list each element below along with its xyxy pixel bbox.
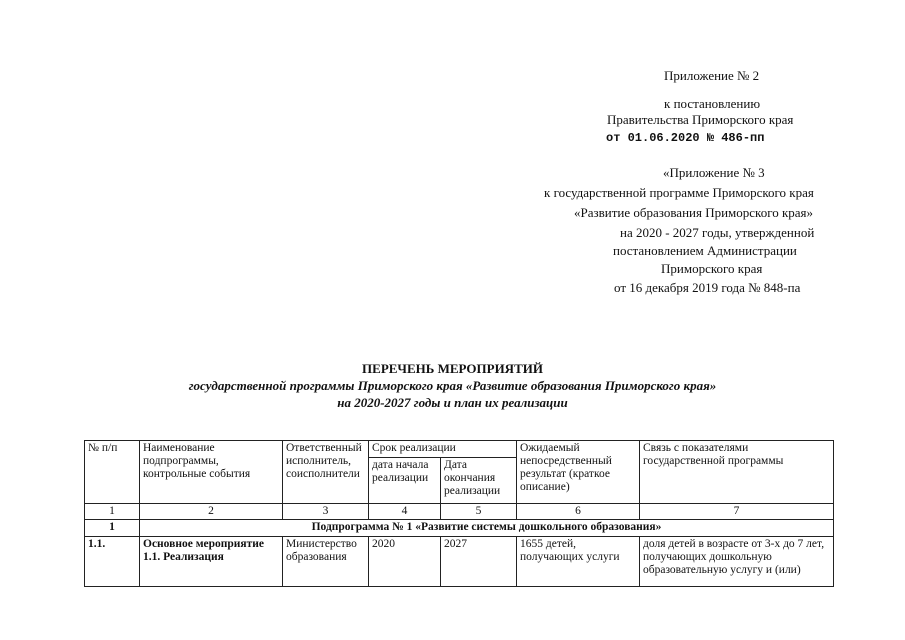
subprogram-num: 1 [85, 520, 140, 537]
column-number: 6 [517, 504, 640, 520]
column-number: 4 [369, 504, 441, 520]
measures-table [84, 440, 834, 587]
row-start: 2020 [369, 537, 441, 587]
subprogram-row [85, 520, 834, 537]
column-number: 2 [140, 504, 283, 520]
previous-appendix-program-name: «Развитие образования Приморского края» [574, 205, 814, 220]
header-num: № п/п [85, 441, 140, 504]
column-number: 1 [85, 504, 140, 520]
row-end: 2027 [441, 537, 517, 587]
previous-appendix-date: от 16 декабря 2019 года № 848-па [614, 280, 801, 295]
row-responsible: Министерство образования [283, 537, 369, 587]
row-num: 1.1. [85, 537, 140, 587]
document-subtitle: государственной программы Приморского края «Развитие образования Приморского края» [188, 378, 717, 393]
header-end: Дата окончания реализации [441, 458, 517, 504]
appendix-number: Приложение № 2 [664, 68, 760, 83]
decree-date-stamp: от 01.06.2020 № 486-пп [606, 131, 765, 145]
column-number: 5 [441, 504, 517, 520]
appendix-ref-line: к постановлению [664, 96, 761, 111]
appendix-ref-authority: Правительства Приморского края [607, 112, 794, 127]
column-number-row [85, 504, 834, 520]
header-responsible: Ответственный исполнитель, соисполнители [283, 441, 369, 504]
row-name: Основное мероприятие 1.1. Реализация [140, 537, 283, 587]
header-name: Наименование подпрограммы, контрольные события [140, 441, 283, 504]
previous-appendix-number: «Приложение № 3 [663, 165, 765, 180]
table-header-row [85, 441, 834, 458]
column-number: 3 [283, 504, 369, 520]
previous-appendix-approved-by: постановлением Администрации [613, 243, 797, 258]
column-number: 7 [640, 504, 834, 520]
previous-appendix-program: к государственной программе Приморского края [544, 185, 814, 200]
row-link: доля детей в возрасте от 3-х до 7 лет, получающих дошкольную образовательную услугу и (или) [640, 537, 834, 587]
subprogram-title: Подпрограмма № 1 «Развитие системы дошкольного образования» [140, 520, 834, 537]
previous-appendix-years: на 2020 - 2027 годы, утвержденной [620, 225, 815, 240]
header-link: Связь с показателями государственной программы [640, 441, 834, 504]
document-title: ПЕРЕЧЕНЬ МЕРОПРИЯТИЙ [362, 361, 543, 376]
document-subtitle-years: на 2020-2027 годы и план их реализации [337, 395, 568, 410]
table-row [85, 537, 834, 587]
header-result: Ожидаемый непосредственный результат (краткое описание) [517, 441, 640, 504]
header-term: Срок реализации [369, 441, 517, 458]
row-result: 1655 детей, получающих услуги [517, 537, 640, 587]
header-start: дата начала реализации [369, 458, 441, 504]
previous-appendix-region: Приморского края [661, 261, 763, 276]
